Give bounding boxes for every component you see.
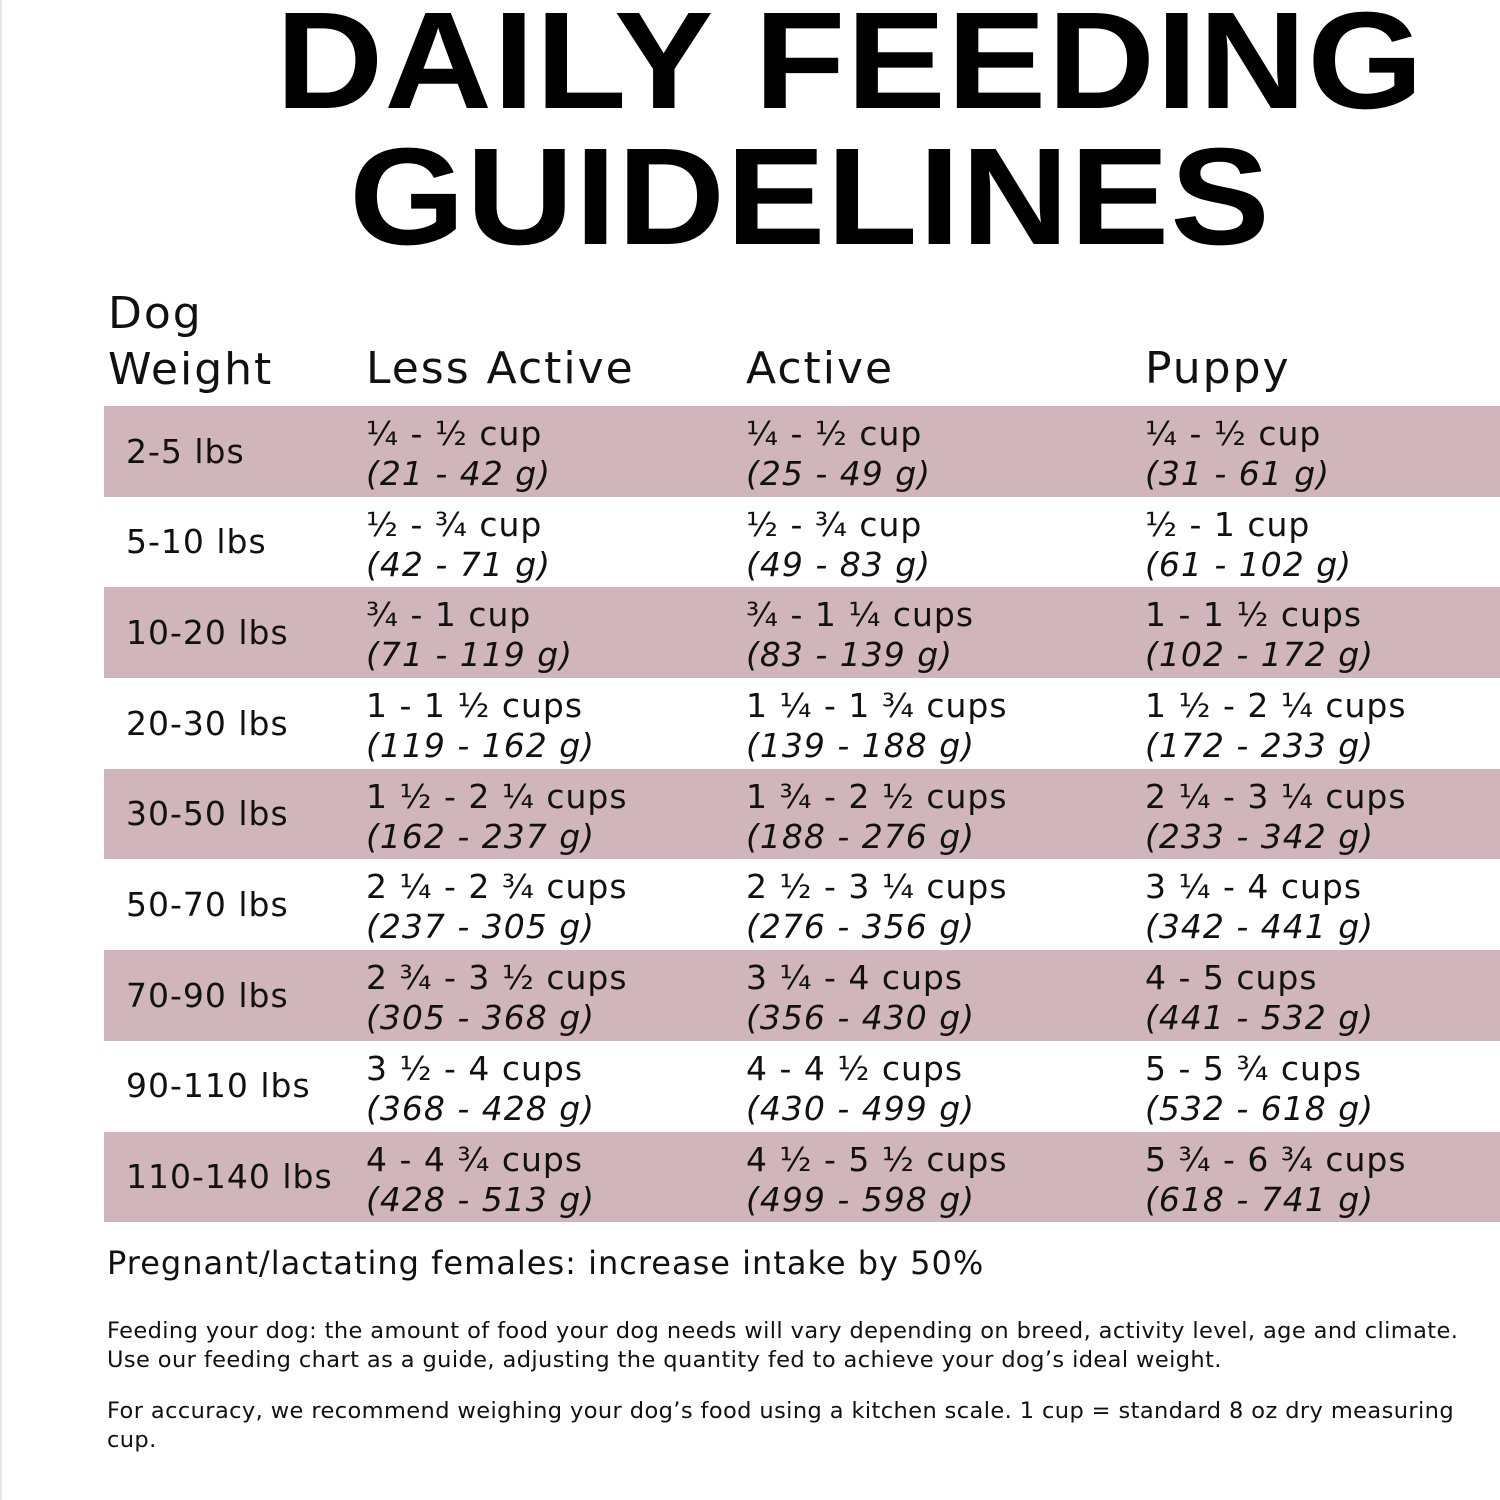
weight-cell: 70-90 lbs <box>126 975 289 1015</box>
active-cell <box>746 867 1008 947</box>
grams-value: (532 - 618 g) <box>1145 1088 1375 1128</box>
grams-value: (42 - 71 g) <box>366 544 552 584</box>
active-cell <box>746 505 931 585</box>
cups-value: 1 - 1 ½ cups <box>1145 595 1363 635</box>
column-header-active: Active <box>746 343 895 394</box>
active-cell <box>746 777 1008 857</box>
table-row <box>104 1041 1500 1132</box>
cups-value: 5 ¾ - 6 ¾ cups <box>1145 1139 1407 1179</box>
active-cell <box>746 686 1008 766</box>
active-cell <box>746 1140 1008 1220</box>
less-active-cell <box>366 505 551 585</box>
table-row <box>104 587 1500 678</box>
grams-value: (368 - 428 g) <box>366 1088 596 1128</box>
grams-value: (305 - 368 g) <box>366 998 596 1038</box>
grams-value: (162 - 237 g) <box>366 816 596 856</box>
puppy-cell <box>1145 1140 1407 1220</box>
puppy-cell <box>1145 686 1407 766</box>
cups-value: 5 - 5 ¾ cups <box>1145 1048 1363 1088</box>
puppy-cell <box>1145 414 1330 494</box>
less-active-cell <box>366 414 551 494</box>
cups-value: 1 ¼ - 1 ¾ cups <box>746 686 1008 726</box>
cups-value: 4 - 4 ½ cups <box>746 1048 964 1088</box>
column-header-dog-weight-line-2: Weight <box>108 344 274 395</box>
cups-value: ¼ - ½ cup <box>366 414 543 453</box>
grams-value: (428 - 513 g) <box>366 1179 596 1219</box>
table-row <box>104 1132 1500 1223</box>
cups-value: 1 ¾ - 2 ½ cups <box>746 776 1008 816</box>
active-cell <box>746 958 975 1038</box>
cups-value: 3 ¼ - 4 cups <box>1145 867 1363 907</box>
active-cell <box>746 1049 975 1129</box>
weight-cell: 90-110 lbs <box>126 1066 311 1106</box>
weight-cell: 110-140 lbs <box>126 1157 333 1196</box>
puppy-cell <box>1145 505 1352 585</box>
column-header-dog-weight <box>108 286 273 398</box>
cups-value: ½ - ¾ cup <box>746 504 923 544</box>
less-active-cell <box>366 958 628 1038</box>
feeding-paragraph: Feeding your dog: the amount of food your dog needs will vary depending on breed, activity level, age and climate. Use our feeding chart as a guide, adjusting the quantity fed to achieve your dog’s ideal weight. <box>107 1318 1459 1373</box>
puppy-cell <box>1145 867 1374 947</box>
cups-value: 2 ½ - 3 ¼ cups <box>746 867 1008 907</box>
cups-value: ½ - 1 cup <box>1145 504 1311 544</box>
cups-value: 1 ½ - 2 ¼ cups <box>366 776 628 816</box>
puppy-cell <box>1145 1049 1374 1129</box>
cups-value: 4 ½ - 5 ½ cups <box>746 1139 1008 1179</box>
table-row <box>104 769 1500 860</box>
column-header-puppy: Puppy <box>1145 343 1291 394</box>
cups-value: 3 ½ - 4 cups <box>366 1048 584 1088</box>
table-row <box>104 497 1500 588</box>
puppy-cell <box>1145 958 1374 1038</box>
grams-value: (430 - 499 g) <box>746 1088 976 1128</box>
table-row <box>104 950 1500 1041</box>
less-active-cell <box>366 686 595 766</box>
grams-value: (139 - 188 g) <box>746 726 976 766</box>
weight-cell: 5-10 lbs <box>126 522 267 562</box>
grams-value: (31 - 61 g) <box>1145 454 1331 493</box>
accuracy-paragraph: For accuracy, we recommend weighing your dog’s food using a kitchen scale. 1 cup = standard 8 oz dry measuring cup. <box>107 1398 1454 1453</box>
column-header-less-active: Less Active <box>366 343 635 394</box>
cups-value: 2 ¼ - 3 ¼ cups <box>1145 776 1407 816</box>
cups-value: 2 ¼ - 2 ¾ cups <box>366 867 628 907</box>
active-cell <box>746 595 974 675</box>
grams-value: (71 - 119 g) <box>366 635 574 675</box>
weight-cell: 20-30 lbs <box>126 703 289 743</box>
grams-value: (102 - 172 g) <box>1145 635 1375 675</box>
puppy-cell <box>1145 595 1374 675</box>
table-row <box>104 859 1500 950</box>
cups-value: ¾ - 1 cup <box>366 595 532 635</box>
less-active-cell <box>366 777 628 857</box>
grams-value: (83 - 139 g) <box>746 635 954 675</box>
cups-value: 3 ¼ - 4 cups <box>746 958 964 998</box>
cups-value: ½ - ¾ cup <box>366 504 543 544</box>
grams-value: (342 - 441 g) <box>1145 907 1375 947</box>
grams-value: (499 - 598 g) <box>746 1179 976 1219</box>
grams-value: (119 - 162 g) <box>366 726 596 766</box>
cups-value: 4 - 4 ¾ cups <box>366 1139 584 1179</box>
grams-value: (172 - 233 g) <box>1145 726 1375 766</box>
weight-cell: 2-5 lbs <box>126 431 245 471</box>
less-active-cell <box>366 867 628 947</box>
pregnant-note: Pregnant/lactating females: increase intake by 50% <box>107 1244 985 1282</box>
page-title-line-2: GUIDELINES <box>349 120 1271 274</box>
grams-value: (188 - 276 g) <box>746 816 976 856</box>
table-row <box>104 678 1500 769</box>
page-title-line-1: DAILY FEEDING <box>275 0 1425 138</box>
grams-value: (237 - 305 g) <box>366 907 596 947</box>
active-cell <box>746 414 931 494</box>
cups-value: ¼ - ½ cup <box>746 414 923 453</box>
weight-cell: 50-70 lbs <box>126 884 289 924</box>
grams-value: (356 - 430 g) <box>746 998 976 1038</box>
grams-value: (21 - 42 g) <box>366 454 552 493</box>
cups-value: 1 - 1 ½ cups <box>366 686 584 726</box>
cups-value: ¾ - 1 ¼ cups <box>746 595 975 635</box>
cups-value: 1 ½ - 2 ¼ cups <box>1145 686 1407 726</box>
grams-value: (441 - 532 g) <box>1145 998 1375 1038</box>
table-row <box>104 406 1500 497</box>
grams-value: (61 - 102 g) <box>1145 544 1353 584</box>
grams-value: (233 - 342 g) <box>1145 816 1375 856</box>
less-active-cell <box>366 1049 595 1129</box>
weight-cell: 30-50 lbs <box>126 794 289 834</box>
cups-value: 4 - 5 cups <box>1145 958 1318 998</box>
puppy-cell <box>1145 777 1407 857</box>
column-header-dog-weight-line-1: Dog <box>108 288 203 339</box>
grams-value: (25 - 49 g) <box>746 454 932 493</box>
less-active-cell <box>366 1140 595 1220</box>
cups-value: 2 ¾ - 3 ½ cups <box>366 958 628 998</box>
feeding-table <box>104 406 1500 1222</box>
cups-value: ¼ - ½ cup <box>1145 414 1322 453</box>
grams-value: (49 - 83 g) <box>746 544 932 584</box>
less-active-cell <box>366 595 573 675</box>
grams-value: (276 - 356 g) <box>746 907 976 947</box>
grams-value: (618 - 741 g) <box>1145 1179 1375 1219</box>
weight-cell: 10-20 lbs <box>126 612 289 652</box>
